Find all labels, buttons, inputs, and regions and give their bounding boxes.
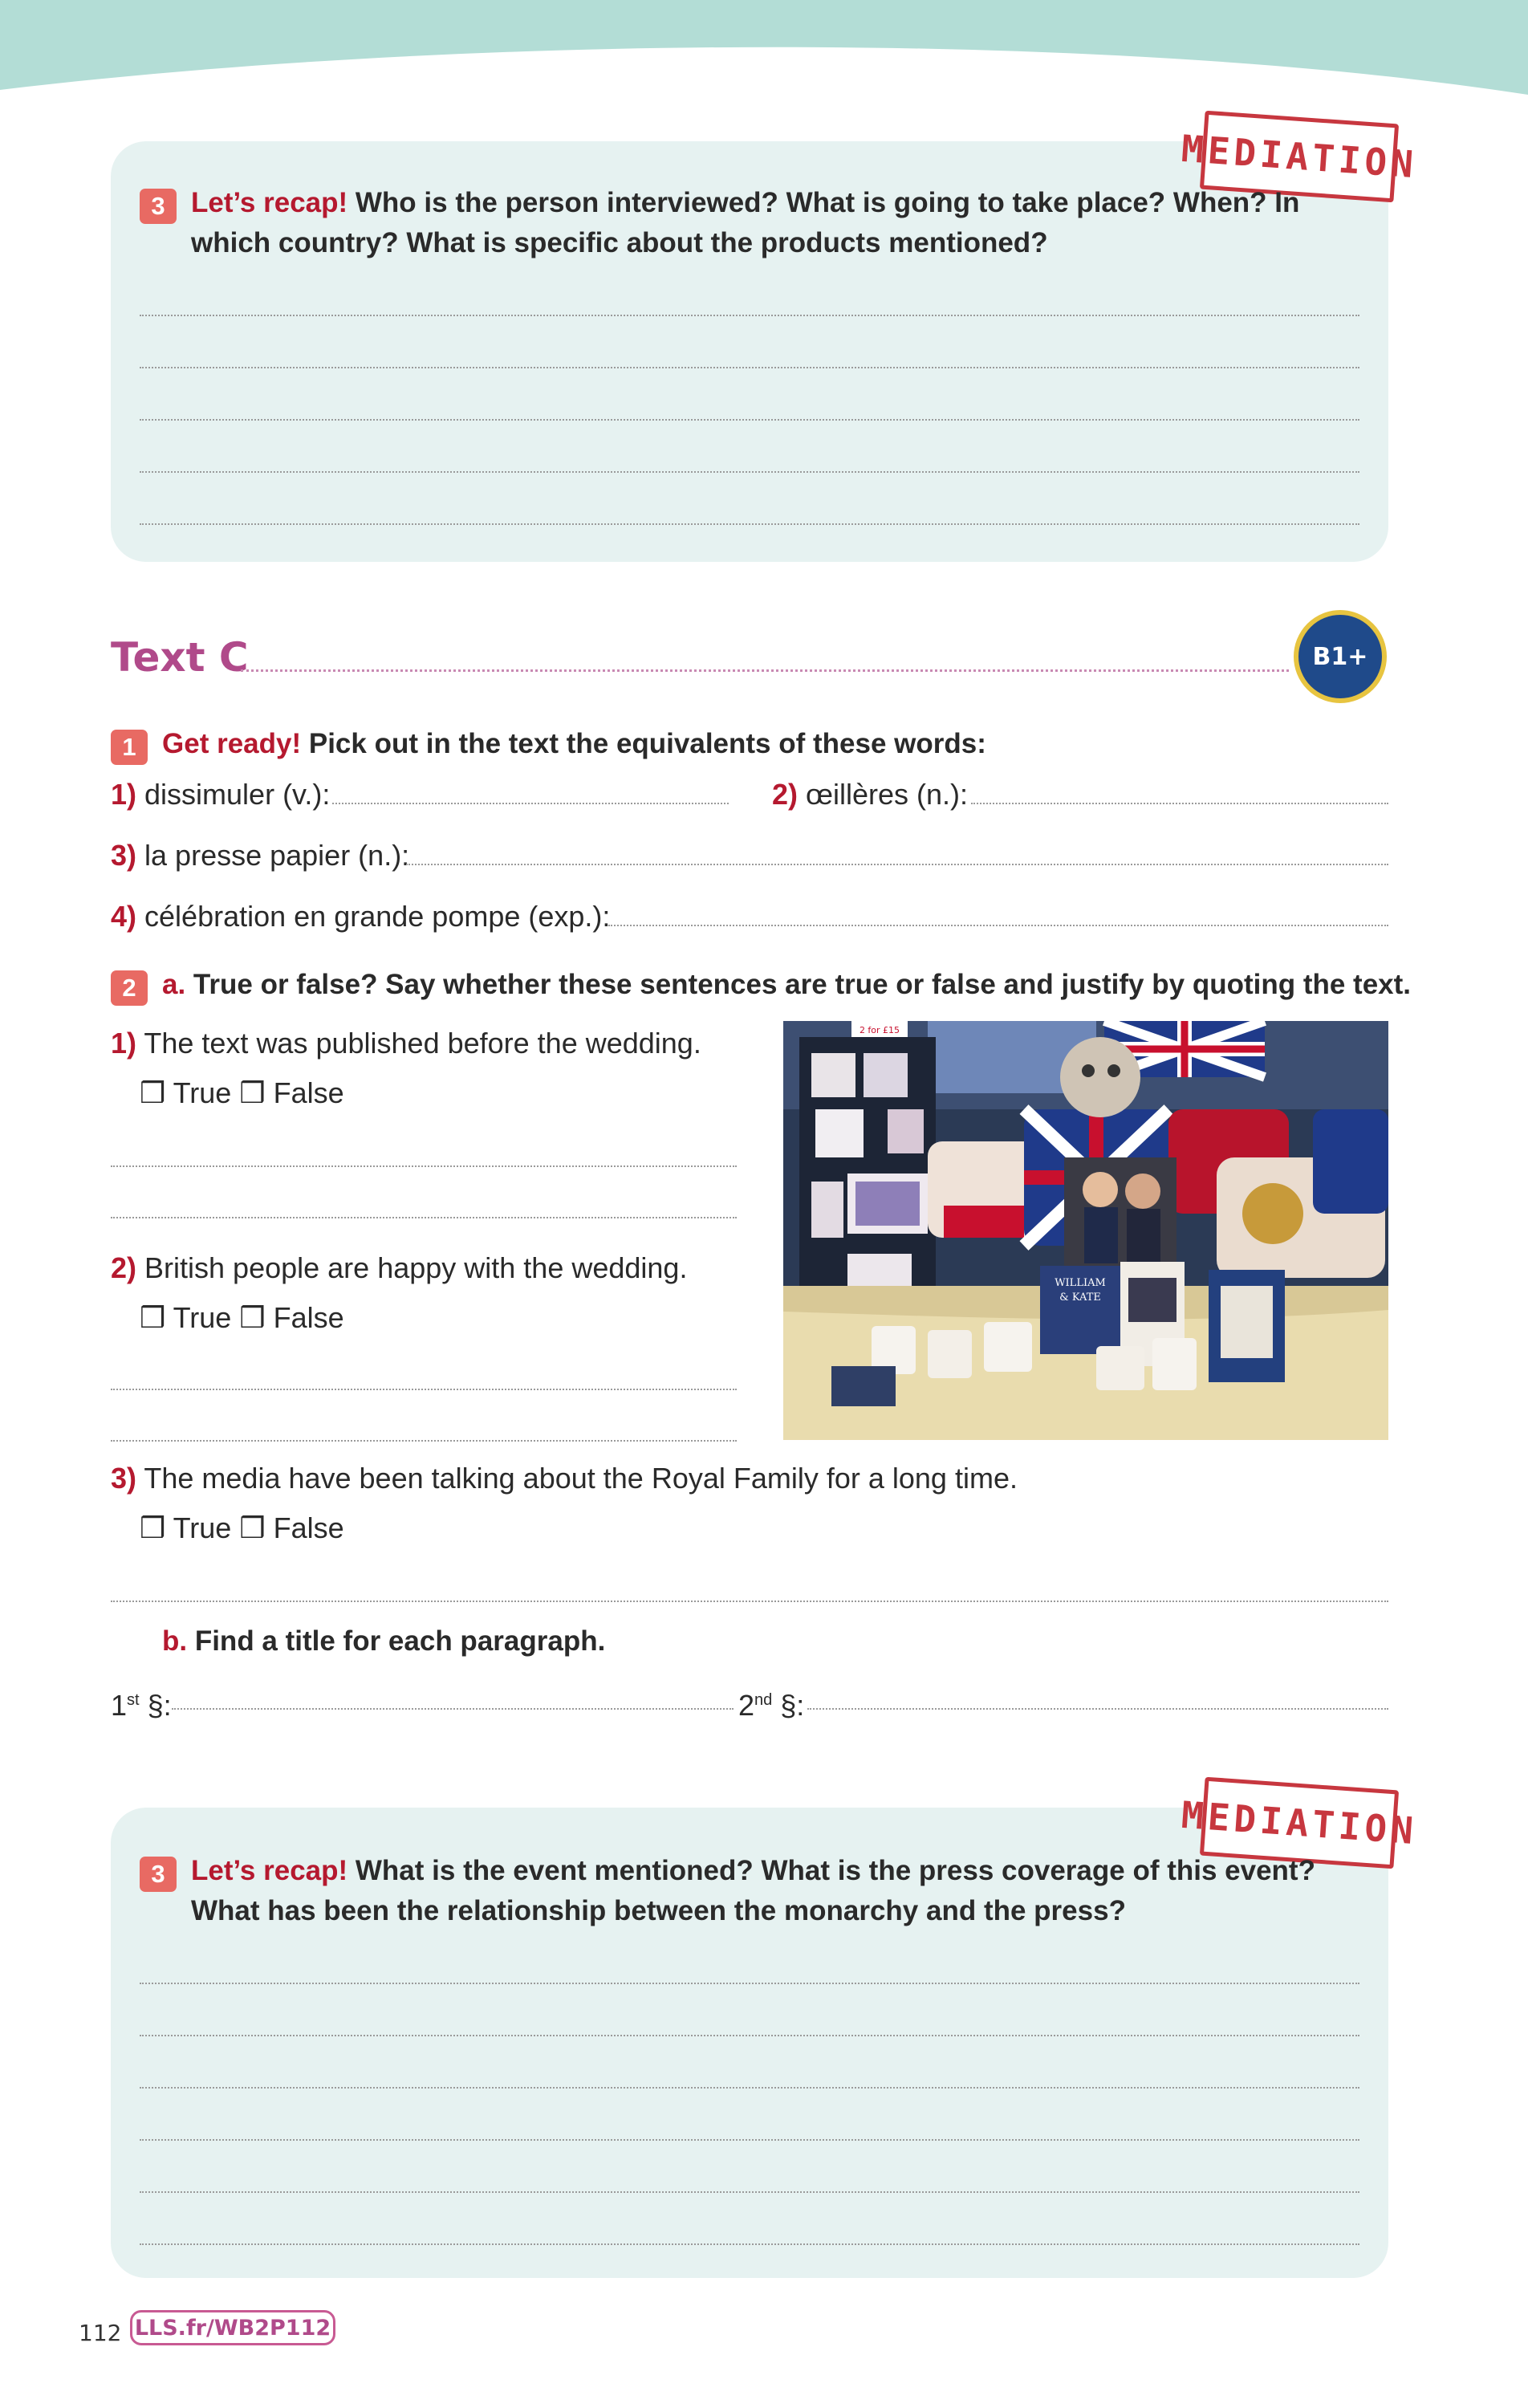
recap-lead: Let’s recap! xyxy=(191,1855,348,1886)
answer-line xyxy=(140,1983,1359,1984)
answer-line xyxy=(807,1708,1388,1710)
royal-wedding-souvenirs-photo xyxy=(783,1021,1388,1440)
question-number-badge: 3 xyxy=(140,1857,177,1892)
para-suffix: §: xyxy=(139,1689,172,1722)
price-tag-text: 2 for £15 xyxy=(859,1025,900,1035)
resource-link[interactable]: LLS.fr/WB2P112 xyxy=(130,2310,335,2345)
item-text: British people are happy with the wedding. xyxy=(144,1251,688,1284)
paragraph-2-title xyxy=(738,1682,804,1723)
true-false-text: True or false? Say whether these sentences are true or false and justify by quoting the text. xyxy=(185,969,1412,1000)
question-number-badge: 2 xyxy=(111,970,148,1006)
part-b-label: b. xyxy=(162,1625,188,1657)
page-number: 112 xyxy=(79,2320,122,2346)
get-ready-lead: Get ready! xyxy=(162,728,302,759)
item-number: 2) xyxy=(111,1251,137,1284)
answer-line xyxy=(140,2035,1359,2036)
answer-line xyxy=(608,925,1388,926)
answer-line xyxy=(971,803,1388,804)
answer-line xyxy=(111,1601,1388,1602)
item-text: œillères (n.): xyxy=(806,778,969,811)
statement-3 xyxy=(111,1461,1018,1496)
tin-label-2: & KATE xyxy=(1059,1291,1101,1304)
item-number: 1) xyxy=(111,778,137,811)
section-title: Text C xyxy=(111,634,249,681)
vocab-item-4 xyxy=(111,899,610,934)
para-sup: st xyxy=(127,1691,140,1709)
answer-line xyxy=(140,2087,1359,2089)
recap-question-text: Who is the person interviewed? What is going to take place? When? In which country? What is specific about the products mentioned? xyxy=(191,187,1300,258)
true-false-checkboxes[interactable]: ❒ True ❒ False xyxy=(140,1511,344,1544)
statement-1 xyxy=(111,1026,701,1061)
answer-line xyxy=(111,1389,737,1390)
mediation-stamp-2: MEDIATION xyxy=(1200,1777,1399,1869)
tin-label-1: WILLIAM xyxy=(1055,1277,1106,1289)
item-number: 4) xyxy=(111,900,137,933)
answer-line xyxy=(140,471,1359,473)
top-decorative-band xyxy=(0,0,1528,104)
item-number: 2) xyxy=(772,778,799,811)
mediation-stamp-1: MEDIATION xyxy=(1200,111,1399,203)
paragraph-1-title xyxy=(111,1682,172,1723)
answer-line xyxy=(140,315,1359,316)
item-text: célébration en grande pompe (exp.): xyxy=(144,900,611,933)
item-text: The text was published before the wedding. xyxy=(144,1027,701,1060)
item-text: dissimuler (v.): xyxy=(144,778,331,811)
part-a-label: a. xyxy=(162,969,186,1000)
para-suffix: §: xyxy=(772,1689,805,1722)
answer-line xyxy=(111,1440,737,1442)
answer-line xyxy=(406,864,1388,865)
para-sup: nd xyxy=(754,1691,773,1709)
recap-lead: Let’s recap! xyxy=(191,187,348,218)
answer-line xyxy=(140,2243,1359,2245)
question-number-badge: 3 xyxy=(140,189,177,224)
part-b-text: Find a title for each paragraph. xyxy=(187,1625,606,1657)
answer-line xyxy=(172,1708,734,1710)
vocab-item-3 xyxy=(111,838,409,873)
item-text: The media have been talking about the Royal Family for a long time. xyxy=(144,1462,1018,1495)
vocab-item-2 xyxy=(772,777,968,812)
item-number: 3) xyxy=(111,1462,137,1495)
part-b-question xyxy=(162,1621,605,1662)
true-false-checkboxes[interactable]: ❒ True ❒ False xyxy=(140,1301,344,1334)
title-leader-dots xyxy=(241,669,1289,672)
vocab-item-1 xyxy=(111,777,330,812)
statement-2 xyxy=(111,1251,687,1286)
recap-question-1 xyxy=(140,183,1343,263)
answer-line xyxy=(332,803,729,804)
recap-question-text: What is the event mentioned? What is the press coverage of this event? What has been the relationship between the monarchy and the press? xyxy=(191,1855,1315,1926)
recap-question-2 xyxy=(140,1851,1376,1931)
get-ready-question xyxy=(111,724,1363,764)
answer-line xyxy=(111,1165,737,1167)
para-num: 1 xyxy=(111,1689,128,1722)
answer-line xyxy=(140,367,1359,368)
level-badge xyxy=(1294,610,1387,703)
question-number-badge: 1 xyxy=(111,730,148,765)
true-false-checkboxes[interactable]: ❒ True ❒ False xyxy=(140,1076,344,1109)
answer-line xyxy=(140,2139,1359,2141)
true-false-question xyxy=(111,965,1412,1005)
item-number: 3) xyxy=(111,839,137,872)
item-text: la presse papier (n.): xyxy=(144,839,410,872)
answer-line xyxy=(111,1217,737,1218)
answer-line xyxy=(140,2191,1359,2193)
get-ready-text: Pick out in the text the equivalents of these words: xyxy=(301,728,986,759)
answer-line xyxy=(140,523,1359,525)
level-badge-text: B1+ xyxy=(1312,642,1368,671)
para-num: 2 xyxy=(738,1689,755,1722)
item-number: 1) xyxy=(111,1027,137,1060)
answer-line xyxy=(140,419,1359,421)
